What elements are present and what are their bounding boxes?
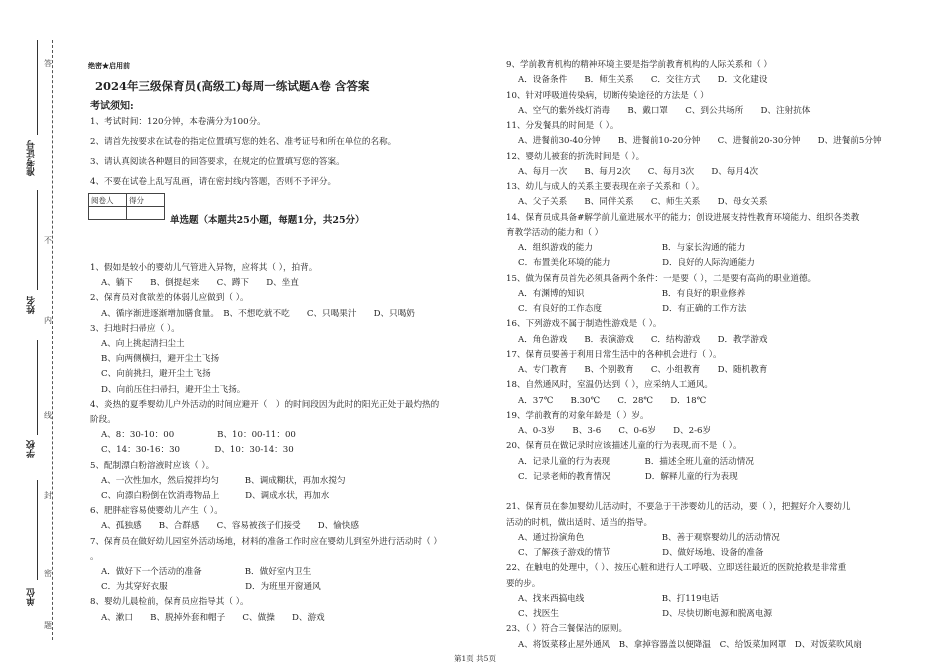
answer-option-line: C、14：30-16：30 D、10：30-14：30	[101, 445, 294, 456]
grader-label: 阅卷人	[89, 194, 127, 207]
seal-mark: 不	[44, 236, 52, 245]
page-number: 第1页 共5页	[454, 654, 496, 663]
question-line: 育教学活动的能力和（ ）	[506, 227, 604, 238]
question-line: 20、保育员在做记录时应该描述儿童的行为表现,而不是（ ）。	[506, 441, 742, 452]
answer-option-line: C．有良好的工作态度 D．有正确的工作方法	[518, 304, 747, 314]
answer-option-line: A、空气的紫外线灯消毒 B、戴口罩 C、到公共场所 D、注射抗体	[518, 105, 811, 116]
answer-option-line: A．设备条件 B．师生关系 C．交往方式 D．文化建设	[518, 75, 768, 86]
answer-option-line: C、找医生 D、尽快切断电源和脱离电源	[518, 609, 773, 619]
notice-item: 2、请首先按要求在试卷的指定位置填写您的姓名、准考证号和所在单位的名称。	[90, 137, 397, 147]
question-line: 3、扫地时扫帚应（ ）。	[90, 323, 180, 334]
question-line: 22、在触电的处理中，（ ）、按压心脏和进行人工呼吸、立即送往最近的医院抢救是非常重	[506, 563, 847, 574]
answer-option-line: A、专门教育 B、个别教育 C、小组教育 D、随机教育	[518, 365, 768, 375]
question-line: 4、炎热的夏季婴幼儿户外活动的时间应避开（ ）的时间段因为此时的阳光正处于最灼热的	[90, 399, 440, 410]
answer-option-line: C．布置美化环境的能力 D．良好的人际沟通能力	[518, 258, 755, 269]
exam-number-label: 准考证号	[27, 140, 37, 176]
answer-option-line: A、一次性加水，然后搅拌均匀 B、调成糊状，再加水搅匀	[101, 475, 346, 486]
notice-heading: 考试须知:	[90, 101, 134, 112]
seal-mark: 线	[44, 411, 52, 420]
question-line: 1、假如是较小的婴幼儿气管进入异物，应将其（ ），拍背。	[90, 263, 318, 273]
page-title: 2024年三级保育员(高级工)每周一练试题A卷 含答案	[95, 79, 370, 93]
answer-option-line: B、向两侧横扫，避开尘土飞扬	[101, 354, 220, 365]
answer-option-line: A、找来西搞电线 B、打119电话	[518, 593, 719, 604]
score-cell[interactable]	[127, 207, 165, 220]
question-line: 14、保育员成具备#解学前儿童进展水平的能力；创设进展支持性教育环境能力、组织各类教	[506, 212, 860, 223]
unit-label: 单位	[27, 588, 37, 606]
answer-option-line: A．角色游戏 B．表演游戏 C．结构游戏 D．教学游戏	[518, 334, 768, 345]
answer-option-line: C、了解孩子游戏的情节 D、做好场地、设备的准备	[518, 548, 764, 558]
question-line: 19、学前教育的对象年龄是（ ）岁。	[506, 410, 649, 421]
seal-mark: 答	[44, 59, 52, 68]
name-label: 姓名	[27, 296, 37, 314]
answer-option-line: A、进餐前30-40分钟 B、进餐前10-20分钟 C、进餐前20-30分钟 D、进餐前5分钟	[518, 136, 882, 147]
answer-option-line: A．37℃ B.30℃ C．28℃ D．18℃	[518, 395, 707, 406]
answer-option-line: A、循序渐进逐渐增加膳食量。 B、不想吃就不吃 C、只喝果汁 D、只喝奶	[101, 308, 415, 319]
question-line: 2、保育员对食欲差的体弱儿应做到（ ）。	[90, 293, 249, 304]
score-box	[88, 193, 165, 220]
answer-option-line: C、向漂白粉倒在饮消毒物品上 D、调成水状，再加水	[101, 491, 330, 501]
question-line: 10、针对呼吸道传染病，切断传染途径的方法是（ ）	[506, 90, 709, 101]
exam-number-blank[interactable]	[37, 40, 38, 135]
question-line: 要的步。	[506, 578, 541, 589]
school-blank[interactable]	[37, 340, 38, 435]
question-line: 活动的时机，做出适时、适当的指导。	[506, 517, 653, 528]
answer-option-line: A、孤独感 B、合群感 C、容易被孩子们接受 D、愉快感	[101, 521, 360, 532]
question-line: 21、保育员在参加婴幼儿活动时，不要急于干涉婴幼儿的活动，要（ ），把握好介入婴幼儿	[506, 502, 851, 513]
answer-option-line: A．有渊博的知识 B．有良好的职业修养	[518, 288, 746, 299]
answer-option-line: A、0-3岁 B、3-6 C、0-6岁 D、2-6岁	[518, 426, 712, 436]
question-line: 7、保育员在做好幼儿园室外活动场地，材料的准备工作时应在婴幼儿到室外进行活动时（ ）	[90, 536, 442, 547]
answer-option-line: C．记录老师的教育情况 D．解释儿童的行为表现	[518, 471, 738, 482]
section-title: 单选题（本题共25小题，每题1分，共25分）	[170, 215, 365, 226]
question-line: 23、（ ）符合三餐保洁的原则。	[506, 624, 628, 635]
answer-option-line: A、漱口 B、脱掉外套和帽子 C、做操 D、游戏	[101, 612, 325, 623]
seal-mark: 密	[44, 569, 52, 578]
binding-margin	[0, 0, 60, 671]
question-line: 11、分发餐具的时间是（ ）。	[506, 121, 619, 131]
question-line: 12、婴幼儿被套的折洗时间是（ ）。	[506, 151, 645, 162]
answer-option-line: A、将饭菜移止屋外通风 B、拿掉容器盖以便降温 C、给饭菜加网罩 D、对饭菜吹风扇	[518, 639, 862, 650]
answer-option-line: A、8：30-10：00 B、10：00-11：00	[101, 430, 296, 441]
answer-option-line: A、父子关系 B、同伴关系 C、师生关系 D、母女关系	[518, 197, 768, 208]
answer-option-line: A、通过扮演角色 B、善于观察婴幼儿的活动情况	[518, 532, 780, 543]
question-line: 。	[90, 551, 99, 562]
answer-option-line: A．做好下一个活动的准备 B．做好室内卫生	[101, 567, 312, 577]
score-label: 得分	[127, 194, 165, 207]
question-line: 9、学前教育机构的精神环境主要是指学前教育机构的人际关系和（ ）	[506, 60, 773, 70]
answer-option-line: D、向前压住扫帚扫，避开尘土飞扬。	[101, 384, 246, 395]
question-line: 阶段。	[90, 415, 116, 425]
answer-option-line: A、向上挑起清扫尘土	[101, 339, 185, 349]
question-line: 6、肥胖症容易使婴幼儿产生（ ）。	[90, 506, 223, 517]
answer-option-line: A．记录儿童的行为表现 B．描述全班儿童的活动情况	[518, 456, 754, 467]
seal-line	[52, 40, 53, 640]
question-line: 15、做为保育员首先必须具备两个条件：一是要（ ），二是要有高尚的职业道德。	[506, 273, 817, 284]
question-line: 8、婴幼儿晨检前，保育员应指导其（ ）。	[90, 597, 249, 608]
answer-option-line: C、向前挑扫，避开尘土飞扬	[101, 369, 211, 380]
notice-item: 1、考试时间：120分钟，本卷满分为100分。	[90, 117, 266, 127]
answer-option-line: C．为其穿好衣服 D．为班里开窗通风	[101, 582, 321, 593]
seal-mark: 封	[44, 491, 52, 500]
notice-item: 4、不要在试卷上乱写乱画，请在密封线内答题，否则不予评分。	[90, 177, 337, 187]
answer-option-line: A、躺下 B、倒提起来 C、蹲下 D、坐直	[101, 278, 299, 289]
notice-item: 3、请认真阅读各种题目的回答要求，在规定的位置填写您的答案。	[90, 157, 345, 167]
answer-option-line: A．组织游戏的能力 B．与家长沟通的能力	[518, 243, 746, 253]
seal-mark: 内	[44, 316, 52, 325]
grader-cell[interactable]	[89, 207, 127, 220]
question-line: 17、保育员要善于利用日常生活中的各种机会进行（ ）。	[506, 349, 722, 360]
school-label: 学校	[27, 440, 37, 458]
seal-mark: 题	[44, 621, 52, 630]
name-blank[interactable]	[37, 190, 38, 290]
question-line: 18、自然通风时，室温仍达到（ ），应采纳人工通风。	[506, 380, 714, 391]
question-line: 5、配制漂白粉溶液时应该（ ）。	[90, 460, 215, 471]
question-line: 13、幼儿与成人的关系主要表现在亲子关系和（ ）。	[506, 182, 705, 192]
answer-option-line: A、每月一次 B、每月2次 C、每月3次 D、每月4次	[518, 166, 759, 177]
question-line: 16、下列游戏不属于制造性游戏是（ ）。	[506, 319, 662, 330]
unit-blank[interactable]	[37, 480, 38, 580]
secret-label: 绝密★启用前	[88, 61, 130, 70]
